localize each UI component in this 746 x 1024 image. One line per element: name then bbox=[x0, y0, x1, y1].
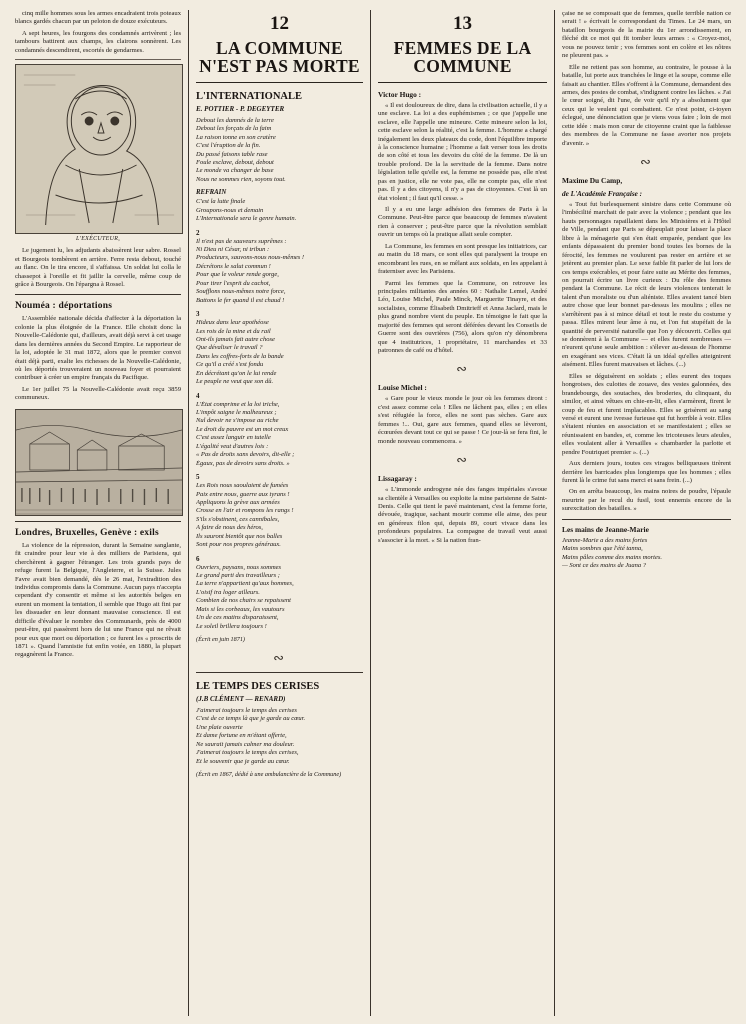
verse-line: Crosse en l'air et rompons les rangs ! bbox=[196, 507, 294, 515]
verse-line: Pour tirer l'esprit du cachot, bbox=[196, 279, 271, 287]
paragraph: Aux derniers jours, toutes ces viragos belliqueuses tirèrent derrière les barricades plus longtemps que les hommes ; elles furent là le crime fut sans merci et sans frein. (...) bbox=[562, 460, 731, 484]
verse-line: Nul devoir ne s'impose au riche bbox=[196, 417, 279, 425]
paragraph: A sept heures, les fourgons des condamnés arrivèrent ; les tambours battirent aux champs, les clairons sonnèrent. Les condamnés descendirent, escortés de gendarmes. bbox=[15, 29, 182, 54]
author-affiliation: de L'Académie Française : bbox=[562, 190, 643, 198]
verse-line: Dans les coffres-forts de la bande bbox=[196, 352, 284, 360]
verse-line: Hideux dans leur apothéose bbox=[196, 319, 269, 327]
song-verse-5 bbox=[196, 482, 363, 550]
verse-line: J'aimerai toujours le temps des cerises, bbox=[196, 749, 299, 757]
verse-line: Il n'est pas de sauveurs suprêmes : bbox=[196, 237, 287, 245]
author-label-lissagaray: Lissagaray : bbox=[378, 474, 417, 484]
song-title-cerises: LE TEMPS DES CERISES bbox=[196, 681, 320, 692]
paragraph: çaise ne se composait que de femmes, quelle terrible nation ce serait ! » écrivait le correspondant du Times. Le 24 mars, un bataillon bourgeois de la mairie du 1er arrondissement, en fléché dit ce mot qui fit tomber leurs armes : « Croyez-moi, vous ne pouvez tenir ; vos femmes sont en colère et les nôtres ne pleurent pas. » bbox=[562, 10, 731, 60]
refrain-verse bbox=[196, 198, 363, 223]
verse-line: Producteurs, sauvons-nous nous-mêmes ! bbox=[196, 254, 305, 262]
divider bbox=[562, 519, 731, 520]
verse-line: Un de ces matins disparaissent, bbox=[196, 614, 279, 622]
verse-line: Foule esclave, debout, debout bbox=[196, 158, 274, 166]
verse-line: Ont-ils jamais fait autre chose bbox=[196, 335, 275, 343]
song-note: (Écrit en 1867, dédié à une ambulancière de la Commune) bbox=[196, 771, 342, 779]
verse-line: C'est assez languir en tutelle bbox=[196, 434, 271, 442]
column-1 bbox=[8, 10, 188, 1016]
verse-line: La terre n'appartient qu'aux hommes, bbox=[196, 580, 294, 588]
verse-line: Battons le fer quand il est chaud ! bbox=[196, 296, 285, 304]
paragraph: L'Assemblée nationale décida d'affecter à la déportation la colonie la plus éloignée de la France. Elle choisit donc la Nouvelle-Calédonie qui, d'ailleurs, avait déjà servi à cet usage dans les dernières années du Second Empire. Le rapporteur de la loi, adoptée le 31 mai 1872, alors que le premier convoi était déjà parti, exalte les richesses de la Nouvelle-Calédonie, où les déportés trouveraient un nouveau foyer et pourraient contribuer à créer un empire français du Pacifique. bbox=[15, 315, 182, 382]
song-title-internationale: L'INTERNATIONALE bbox=[196, 90, 303, 102]
verse-line: Groupons-nous et demain bbox=[196, 206, 264, 214]
divider bbox=[15, 59, 181, 60]
verse-line: L'État comprime et la loi triche, bbox=[196, 400, 280, 408]
verse-line: Sont pour nos propres généraux. bbox=[196, 541, 281, 549]
verse-line: Les rois de la mine et du rail bbox=[196, 327, 271, 335]
poem-verse bbox=[562, 537, 731, 571]
verse-line: Nous ne sommes rien, soyons tout. bbox=[196, 175, 286, 183]
verse-line: Les Rois nous saoulaient de fumées bbox=[196, 482, 289, 490]
verse-line: Ne saurait jamais calmer ma douleur. bbox=[196, 740, 295, 748]
verse-line: Le monde va changer de base bbox=[196, 167, 274, 175]
verse-line: J'aimerai toujours le temps des cerises bbox=[196, 707, 297, 714]
verse-line: Pour que le voleur rende gorge, bbox=[196, 271, 279, 279]
verse-line: Décrétons le salut commun ! bbox=[196, 262, 271, 270]
verse-number: 2 bbox=[196, 228, 200, 237]
portrait-illustration bbox=[15, 64, 183, 234]
verse-line: L'oisif ira loger ailleurs. bbox=[196, 588, 260, 596]
refrain-label: REFRAIN bbox=[196, 189, 227, 197]
verse-line: Ce qu'il a créé s'est fondu bbox=[196, 361, 264, 369]
paragraph: « L'immonde androgyne née des fanges impériales s'avoue sa clientèle à Versailles ou exploite la mine parisienne de Saint-Denis. Celle qui tient le pavé maintenant, c'est la femme forte, dévouée, tragique, sachant mourir comme elle aime, des peur en généreux filon qui, depuis 89, court vivace dans les profondeurs populaires. La compagne de travail veut aussi s'associer à la mort. « Si la nation fran- bbox=[378, 486, 548, 544]
song-verse-cerises bbox=[196, 707, 363, 766]
paragraph: Parmi les femmes que la Commune, on retrouve les principales militantes des années 60 : Nathalie Lemel, André Léo, Louise Michel, Paule Minck, Marguerite Tinayre, et des socialistes, comme Élisabeth Dmitrieff et Anna Jaclard, mais le plus grand nombre vient du peuple. En témoigne le fait que la majorité des femmes qui seront déférées devant les Conseils de Guerre sont des ouvrières (756), alors qu'on n'y dénombrera que 4 institutrices, 1 propriétaire, 11 marchandes et 33 patronnes de café ou d'hôtel. bbox=[378, 279, 548, 354]
headline-femmes: FEMMES DE LA COMMUNE bbox=[393, 38, 532, 77]
paragraph: « Tout fut burlesquement sinistre dans cette Commune où l'imbécilité marchait de pair avec la violence ; pendant que les hauts personnages rapaillaient dans les Ministères et à l'Hôtel de Ville, pendant que Paris se dépeuplait pour laisser la place libre à la ménagerie qui s'en était emparée, pendant que les enfants dépassaient du premier bond toutes les bornes de la férocité, les femmes ne voulurent pas rester en arrière et se jetèrent au premier plan. Le sexe faible fit parler de lui lors de ces temps exécrables, et pour faire suite au Mérite des femmes, on pourrait écrire un livre curieux : Du rôle des femmes pendant la Commune. Le récit de leurs violences tenterait le talent d'un moraliste ou d'un aliéniste. Elles avaient tancé bien autre chose que leur bonnet par-dessus les moulins ; elles ne s'arrêtèrent pas à si mince détail et tout le reste du costume y passa. Elles mirent leur âme à nu, et l'on fut stupéfait de la quantité de perversité naturelle que l'on y découvrit. Celles qui se donnèrent à la Commune — et elles furent nombreuses — n'eurent qu'une seule ambition : s'élever au-dessus de l'homme en exagérant ses vices. C'était là un idéal qu'elles atteignirent aisément. Elles furent mauvaises et lâches. (...) bbox=[562, 201, 731, 369]
engraving-illustration bbox=[15, 409, 183, 516]
ornament-swirl-icon: ∾ bbox=[456, 452, 469, 468]
verse-line: Une plaie ouverte bbox=[196, 723, 243, 731]
poem-title-jeanne-marie: Les mains de Jeanne-Marie bbox=[562, 524, 649, 534]
illustration-caption: L'EXÉCUTEUR, bbox=[75, 236, 121, 243]
verse-line: Et dame fortune en m'étant offerte, bbox=[196, 732, 287, 740]
verse-line: — Sont ce des mains de Juana ? bbox=[562, 562, 646, 570]
verse-line: Le peuple ne veut que son dû. bbox=[196, 378, 274, 386]
verse-line: Debout les damnés de la terre bbox=[196, 116, 274, 124]
divider bbox=[196, 672, 363, 673]
divider bbox=[378, 82, 547, 83]
paragraph: Elles se déguisèrent en soldats ; elles eurent des toques hongroises, des culottes de zouave, des vestes galonnées, des brandebourgs, des soutaches, des broderies, du clinquant, du similor, et ainsi vêtues en chie-en-lit, elles s'armèrent, firent le coup de feu et furent implacables. Elles se grisèrent au sang versé et eurent une ivresse furieuse qui fut horrible à voir. Elles s'étaient réunies en association et se manifestaient ; elles se réunissaient en bandes, et, comme les tricoteuses leurs aïeules, elles voulaient aller à Versailles « chambarder la parlotte et pendre Foutriquet premier ». (...) bbox=[562, 372, 731, 456]
verse-number: 5 bbox=[196, 473, 200, 482]
ornament-swirl-icon: ∾ bbox=[640, 154, 653, 169]
verse-line: Le droit du pauvre est un mot creux bbox=[196, 425, 289, 433]
paragraph: Il y a eu une large adhésion des femmes de Paris à la Commune. Peut-être parce que beaucoup de femmes n'avaient rien à conserver ; peut-être parce que la révolution semblait ouvrir un temps où la pratique allait seule compter. bbox=[378, 206, 548, 239]
verse-line: Debout les forçats de la faim bbox=[196, 125, 272, 133]
section-heading-exils: Londres, Bruxelles, Genève : exils bbox=[15, 527, 159, 538]
verse-line: Mains sombres que l'été tanna, bbox=[562, 545, 643, 553]
verse-line: Paix entre nous, guerre aux tyrans ! bbox=[196, 490, 290, 498]
page-number-12: 12 bbox=[270, 13, 290, 34]
song-verse-1 bbox=[196, 117, 363, 185]
song-verse-2 bbox=[196, 238, 363, 306]
divider bbox=[15, 521, 181, 522]
paragraph: Le jugement lu, les adjudants abaissèrent leur sabre. Rossel et Bourgeois tombèrent en arrière. Ferre resta debout, touché au flanc. On le tira encore, il s'affaissa. Un soldat lui colla le chassepot à l'oreille et fit jaillir la cervelle, même coup de grâce à Bourgeois. On l'épargna à Rossel. bbox=[15, 247, 182, 288]
verse-number: 3 bbox=[196, 310, 200, 319]
verse-line: Ni Dieu ni César, ni tribun : bbox=[196, 246, 270, 253]
column-3 bbox=[370, 10, 554, 1016]
verse-line: Du passé faisons table rase bbox=[196, 150, 268, 158]
verse-line: En décrétant qu'on le lui rende bbox=[196, 369, 277, 377]
verse-line: La raison tonne en son cratère bbox=[196, 133, 276, 141]
verse-line: Mais si les corbeaux, les vautours bbox=[196, 605, 285, 613]
verse-line: Mains pâles comme des mains mortes. bbox=[562, 553, 663, 561]
paragraph: Elle ne retient pas son homme, au contraire, le pousse à la bataille, lui porte aux tranchées le linge et la soupe, comme elle faisait au chantier. Elles s'offrent à la Commune, demandent des armes, des postes de combat, s'indignent contre les lâches. « J'ai le cœur soigné, dit l'une, de voir qu'il n'y a absolument que ceux qui le veulent qui combattent. Ce n'est point, ci-toyen éclegué, une dénonciation que je viens vous faire ; loin de moi cette idée : mais mon cœur de citoyenne craint que la faiblesse des membres de la Commune ne fasse avorter nos projets d'avenir. » bbox=[562, 63, 731, 147]
verse-line: Jeanne-Marie a des mains fortes bbox=[562, 536, 648, 544]
paragraph: Le 1er juillet 75 la Nouvelle-Calédonie avait reçu 3859 communeux. bbox=[15, 385, 182, 402]
verse-line: L'impôt saigne le malheureux ; bbox=[196, 409, 277, 416]
verse-line: Appliquons la grève aux armées bbox=[196, 498, 280, 506]
executioner-portrait-icon bbox=[16, 65, 182, 233]
song-verse-6 bbox=[196, 564, 363, 632]
divider bbox=[196, 82, 363, 83]
verse-line: Le grand parti des travailleurs ; bbox=[196, 572, 280, 579]
paragraph: On en arrêta beaucoup, les mains noires de poudre, l'épaule meurtrie par le recul du fusil, tout ennemis encore de la surexcitation des batailles. » bbox=[562, 488, 731, 513]
verse-number: 6 bbox=[196, 554, 200, 563]
page-number-13: 13 bbox=[453, 13, 473, 34]
verse-line: S'ils s'obstinent, ces cannibales, bbox=[196, 515, 280, 523]
verse-line: C'est l'éruption de la fin. bbox=[196, 142, 261, 150]
paragraph: « Il est douloureux de dire, dans la civilisation actuelle, il y a une esclave. La loi a des euphémismes ; ce que j'appelle une esclave, elle l'appelle une mineure. Cette mineure selon la loi, cette esclave selon la réalité, c'est la femme. L'homme a chargé inégalement les deux plateaux du code, dont l'équilibre importe à la conscience humaine ; l'homme a fait verser tous les droits de son côté et tous les devoirs du côté de la femme. De là un trouble profond. De la la servitude de la femme. Dans notre législation telle qu'elle est, la femme ne possède pas, elle n'est pas en justice, elle ne vote pas, elle ne compte pas, elle n'est pas. Il y a des citoyens, il n'y a pas de citoyennes. C'est là un état violent ; il faut qu'il cesse. » bbox=[378, 101, 548, 202]
verse-line: L'Internationale sera le genre humain. bbox=[196, 215, 297, 223]
verse-line: Le soleil brillera toujours ! bbox=[196, 622, 267, 630]
headline-commune: LA COMMUNE N'EST PAS MORTE bbox=[199, 38, 360, 77]
paragraph: La violence de la répression, durant la Semaine sanglante, fit craindre pour leur vie à des milliers de Parisiens, qui cherchèrent à gagner l'étranger. Les trois grands pays de refuge furent la Belgique, l'Angleterre, et la Suisse. Jules Favre avait bien demandé, dès le 26 mai, l'extradition des individus compromis dans la Commune. Aucun pays n'accepta cependant d'y consentir et même si les autorités belges en eurent un moment la tentation, il semble que Hugo ait fini par les dissuader en leur donnant mauvaise conscience. Il est difficile d'évaluer le nombre des Communards, près de 4000 peut-être, qui passèrent hors de lui une France qui ne rêvait pour eux que mort ou déportation ; ce furent les « proscrits de 1871 ». Quand l'amnistie fut enfin votée, en 1880, la plupart regagnèrent la France. bbox=[15, 541, 182, 659]
verse-line: Égaux, pas de devoirs sans droits. » bbox=[196, 459, 290, 467]
song-note: (Écrit en juin 1871) bbox=[196, 636, 245, 644]
song-verse-3 bbox=[196, 319, 363, 387]
verse-line: Soufflons nous-mêmes notre force, bbox=[196, 288, 286, 296]
verse-line: « Pas de droits sans devoirs, dit-elle ; bbox=[196, 451, 295, 459]
author-label-ducamp: Maxime Du Camp, bbox=[562, 176, 623, 185]
song-credit: E. POTTIER - P. DEGEYTER bbox=[196, 104, 285, 113]
paragraph: La Commune, les femmes en sont presque les initiatrices, car au matin du 18 mars, ce sont elles qui paralysent la troupe en encombrant les rues, en se mêlant aux soldats, en les appelant à fraterniser avec les Parisiens. bbox=[378, 242, 548, 276]
author-label-hugo: Victor Hugo : bbox=[378, 89, 422, 99]
verse-line: C'est la lutte finale bbox=[196, 198, 246, 206]
song-verse-4 bbox=[196, 401, 363, 469]
paragraph: cinq mille hommes sous les armes encadraient trois poteaux blancs gardés chacun par un peloton de douze exécuteurs. bbox=[15, 10, 182, 26]
verse-line: Et le souvenir que je garde au cœur. bbox=[196, 757, 290, 765]
verse-line: Que dévaliser le travail ? bbox=[196, 344, 263, 352]
verse-line: Ouvriers, paysans, nous sommes bbox=[196, 563, 282, 571]
column-2 bbox=[188, 10, 370, 1016]
column-4 bbox=[554, 10, 738, 1016]
ornament-swirl-icon: ∾ bbox=[456, 361, 469, 377]
song-credit: (J.B CLÉMENT — RENARD) bbox=[196, 695, 286, 703]
section-heading-noumea: Nouméa : déportations bbox=[15, 301, 113, 312]
verse-number: 4 bbox=[196, 391, 200, 400]
divider bbox=[15, 294, 181, 295]
verse-line: C'est de ce temps là que je garde au cœur. bbox=[196, 715, 306, 723]
prison-camp-engraving-icon bbox=[16, 410, 182, 515]
verse-line: Combien de nos chairs se repaissent bbox=[196, 597, 291, 605]
verse-line: Ils sauront bientôt que nos balles bbox=[196, 532, 283, 540]
verse-line: A faire de nous des héros, bbox=[196, 524, 263, 532]
paragraph: « Gare pour le vieux monde le jour où les femmes diront : c'est assez comme cela ! Elles ne lâchent pas, elles ; en elles s'est réfugiée la force, elles ne sont pas sèches. Gare aux femmes !... Oui, gare aux femmes, quand elles se lèveront, écœurées devant tout ce qui se passe ! Ce jour-là se fera fini, le monde nouveau commencera. » bbox=[378, 395, 548, 445]
author-label-michel: Louise Michel : bbox=[378, 383, 427, 393]
ornament-swirl-icon: ∾ bbox=[273, 650, 286, 665]
verse-line: L'égalité veut d'autres lois : bbox=[196, 442, 269, 450]
